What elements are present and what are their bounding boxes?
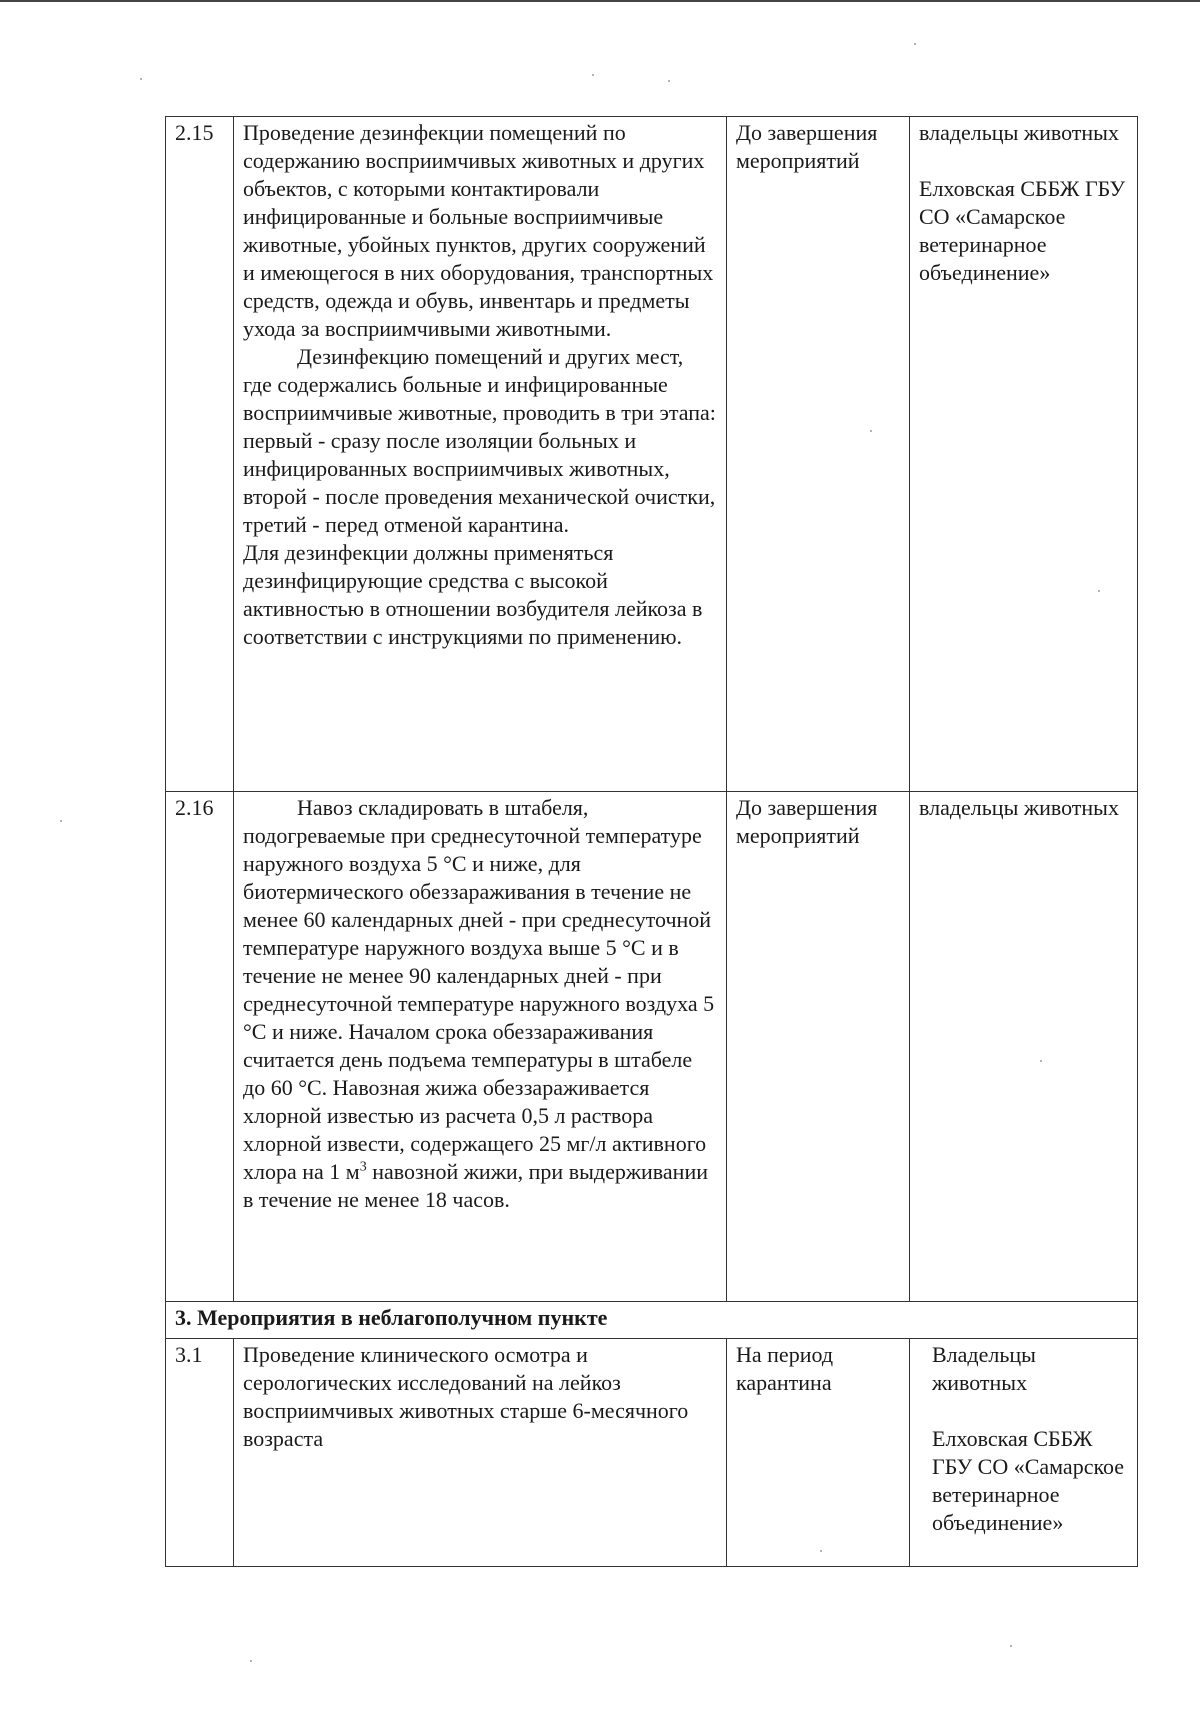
scan-speck [140, 78, 142, 80]
scan-speck [1010, 1645, 1012, 1647]
measure-paragraph: Проведение дезинфекции помещений по содержанию восприимчивых животных и других объектов, с которыми контактировали инфицированные и больные восприимчивые животные, убойных пунктов, других сооружений и имеющегося в них оборудования, транспортных средств, одежда и обувь, инвентарь и предметы ухода за восприимчивыми животными. [243, 120, 714, 341]
scan-speck [60, 820, 62, 822]
scan-speck [914, 43, 916, 45]
responsible-vet-service: Елховская СББЖ ГБУ СО «Самарское ветеринарное объединение» [919, 176, 1126, 285]
measure-paragraph: Навоз складировать в штабеля, подогреваемые при среднесуточной температуре наружного воздуха 5 °С и ниже, для биотермического обеззараживания в течение не менее 60 календарных дней - при среднесуточной температуре наружного воздуха выше 5 °С и в течение не менее 90 календарных дней - при среднесуточной температуре наружного воздуха 5 °С и ниже. Началом срока обеззараживания считается день подъема температуры в штабеле до 60 °С. Навозная жижа обеззараживается хлорной известью из расчета 0,5 л раствора хлорной извести, содержащего 25 мг/л активного хлора на 1 $м^3$ навозной жижи, при выдерживании в течение не менее 18 часов. [243, 795, 715, 1212]
responsible-cell [910, 1339, 1138, 1567]
responsible-owner: владельцы животных [919, 120, 1119, 145]
superscript-3: 3 [359, 1159, 367, 1175]
item-number: 2.16 [166, 792, 234, 1302]
measure-description: Проведение клинического осмотра и серологических исследований на лейкоз восприимчивых животных старше 6-месячного возраста [234, 1339, 727, 1567]
table-row [166, 117, 1138, 792]
table-row [166, 792, 1138, 1302]
measure-description [234, 792, 727, 1302]
item-number: 2.15 [166, 117, 234, 792]
scan-speck [668, 80, 670, 82]
section-header-row [166, 1302, 1138, 1339]
measure-paragraph: Дезинфекцию помещений и других мест, где содержались больные и инфицированные восприимчивые животные, проводить в три этапа: первый - сразу после изоляции больных и инфицированных восприимчивых животных, второй - после проведения механической очистки, третий - перед отменой карантина. [243, 344, 716, 537]
scan-speck [592, 74, 594, 76]
section-title: 3. Мероприятия в неблагополучном пункте [166, 1302, 1138, 1339]
deadline-cell: На период карантина [727, 1339, 910, 1567]
responsible-vet-service: Елховская СББЖ ГБУ СО «Самарское ветеринарное объединение» [932, 1426, 1125, 1535]
scan-speck [250, 1660, 252, 1662]
measure-paragraph: Для дезинфекции должны применяться дезинфицирующие средства с высокой активностью в отношении возбудителя лейкоза в соответствии с инструкциями по применению. [243, 540, 703, 649]
item-number: 3.1 [166, 1339, 234, 1567]
deadline-cell: До завершения мероприятий [727, 117, 910, 792]
measure-description [234, 117, 727, 792]
deadline-cell: До завершения мероприятий [727, 792, 910, 1302]
responsible-cell [910, 792, 1138, 1302]
responsible-owner: Владельцы животных [932, 1342, 1036, 1395]
responsible-cell [910, 117, 1138, 792]
measures-table [165, 116, 1138, 1567]
responsible-owner: владельцы животных [919, 795, 1119, 820]
table-row [166, 1339, 1138, 1567]
scan-top-edge [0, 0, 1200, 2]
